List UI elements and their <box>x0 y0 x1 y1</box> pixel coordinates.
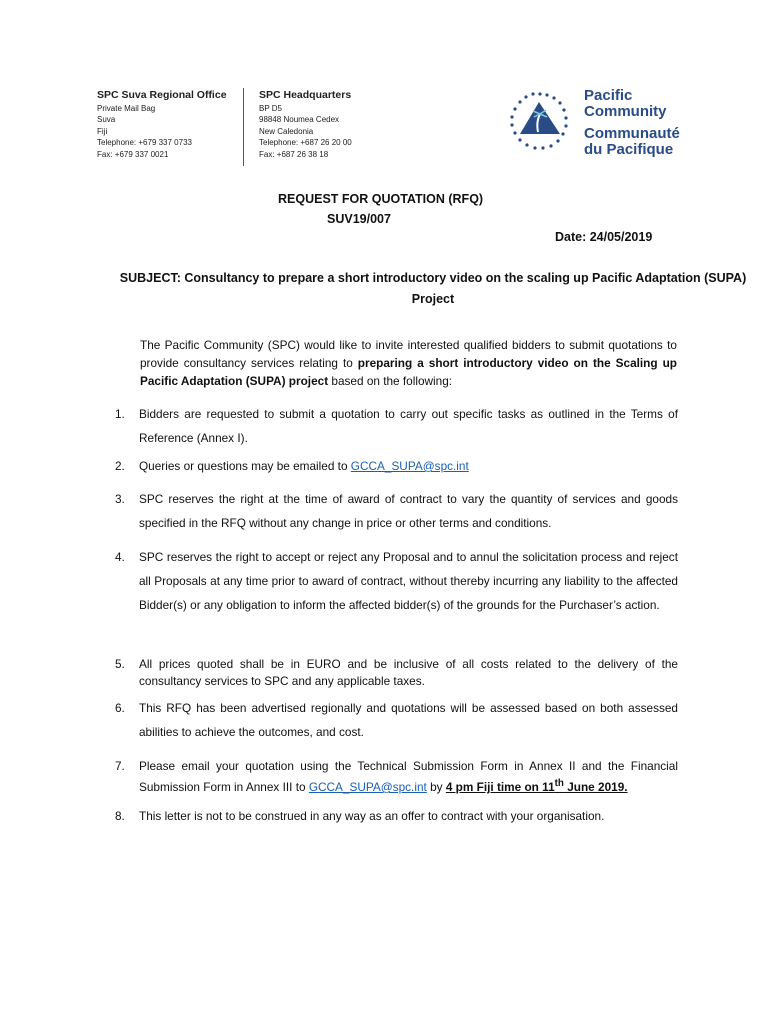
item-text: Bidders are requested to submit a quotation to carry out specific tasks as outlined in the Terms of Reference (Annex I). <box>139 407 678 445</box>
hq-fax: Fax: +687 26 38 18 <box>259 149 329 159</box>
logo-fr-line-2: du Pacifique <box>584 141 674 158</box>
hq-address-line: BP D5 <box>259 104 282 113</box>
suva-address-line: Private Mail Bag <box>97 104 156 113</box>
item-text: This RFQ has been advertised regionally and quotations will be assessed based on both assessed abilities to achieve the outcomes, and cost. <box>139 701 678 739</box>
list-item <box>115 487 678 535</box>
item-text: All prices quoted shall be in EURO and be inclusive of all costs related to the delivery of the consultancy services to SPC and any applicable taxes. <box>139 657 678 688</box>
email-link[interactable]: GCCA_SUPA@spc.int <box>308 779 427 794</box>
list-item <box>115 656 678 690</box>
logo-en-line-1: Pacific <box>584 87 633 104</box>
deadline-text: 4 pm Fiji time on 11 <box>445 779 555 794</box>
item-text: Please email your quotation using the Technical Submission Form in Annex II and the Financial Submission Form in Annex III to <box>139 759 678 794</box>
deadline-ordinal: th <box>554 778 564 789</box>
suva-telephone: Telephone: +679 337 0733 <box>97 138 192 148</box>
hq-name: SPC Headquarters <box>259 89 352 101</box>
item-number: 8. <box>115 809 125 823</box>
header-divider <box>243 88 244 166</box>
deadline-month: June 2019. <box>563 779 628 794</box>
logo-fr-line-1: Communauté <box>584 125 680 142</box>
item-number: 3. <box>115 492 125 506</box>
list-item <box>115 696 678 744</box>
hq-address <box>259 88 352 160</box>
email-link[interactable]: GCCA_SUPA@spc.int <box>350 459 469 473</box>
suva-address-line: Fiji <box>97 126 108 136</box>
item-number: 5. <box>115 657 125 671</box>
hq-address-line: New Caledonia <box>259 126 314 136</box>
hq-telephone: Telephone: +687 26 20 00 <box>259 138 352 148</box>
item-number: 6. <box>115 701 125 715</box>
item-text-by: by <box>426 779 446 794</box>
item-number: 4. <box>115 550 125 564</box>
item-text: SPC reserves the right to accept or reject any Proposal and to annul the solicitation process and reject all Proposals at any time prior to award of contract, without thereby incurring any liability to the affected Bidder(s) or any obligation to inform the affected bidder(s) of the grounds for the Purchaser’s action. <box>139 550 678 612</box>
list-item <box>115 808 678 825</box>
logo-en-line-2: Community <box>584 103 667 120</box>
list-item <box>115 454 678 478</box>
suva-office-name: SPC Suva Regional Office <box>97 89 227 101</box>
reference-number: SUV19/007 <box>327 212 391 226</box>
intro-text: The Pacific Community (SPC) would like to invite interested qualified bidders to submit quotations to provide consultancy services relating to <box>140 338 677 370</box>
list-item <box>115 402 678 450</box>
item-number: 7. <box>115 759 125 773</box>
suva-fax: Fax: +679 337 0021 <box>97 149 169 159</box>
item-text: Queries or questions may be emailed to <box>139 459 351 473</box>
list-item <box>115 758 678 796</box>
hq-address-line: 98848 Noumea Cedex <box>259 115 340 125</box>
suva-office-address <box>97 88 227 160</box>
document-title: REQUEST FOR QUOTATION (RFQ) <box>278 192 484 206</box>
intro-text-end: based on the following: <box>328 374 453 388</box>
item-number: 2. <box>115 459 125 473</box>
submission-deadline <box>446 780 628 794</box>
list-item <box>115 545 678 617</box>
intro-bold-text: preparing a short introductory video on the Scaling up Pacific Adaptation (SUPA) project <box>140 356 678 388</box>
subject-line: SUBJECT: Consultancy to prepare a short introductory video on the scaling up Pacific Adaptation (SUPA) Project <box>119 271 747 306</box>
logo-wordmark <box>584 88 680 158</box>
item-text: This letter is not to be construed in any way as an offer to contract with your organisation. <box>139 809 605 823</box>
document-date: Date: 24/05/2019 <box>555 230 653 244</box>
suva-address-line: Suva <box>97 115 116 125</box>
item-text: SPC reserves the right at the time of award of contract to vary the quantity of services and goods specified in the RFQ without any change in price or other terms and conditions. <box>139 492 678 530</box>
intro-paragraph <box>140 336 677 390</box>
item-number: 1. <box>115 407 125 421</box>
